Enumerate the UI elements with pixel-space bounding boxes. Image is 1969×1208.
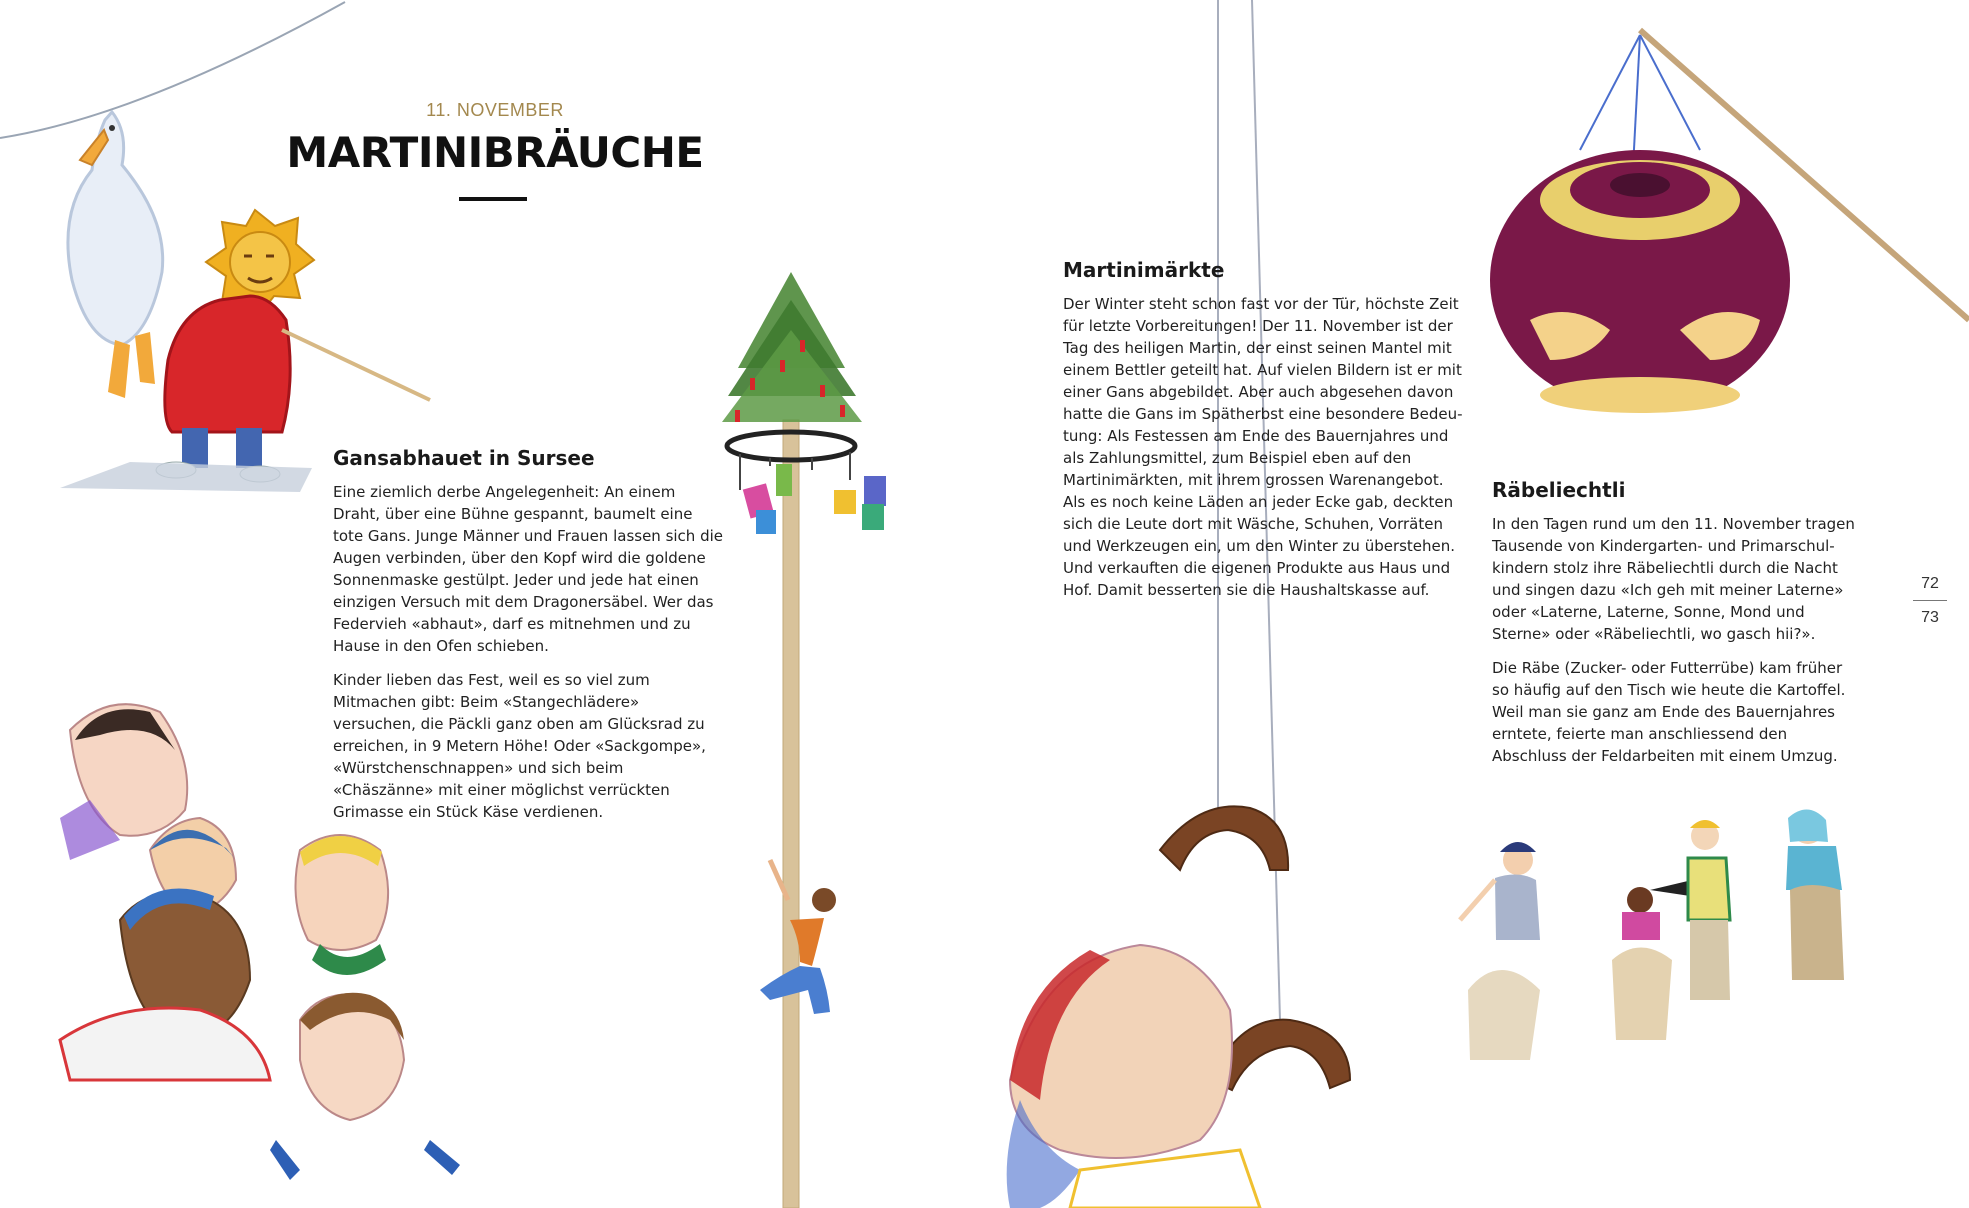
heading-martinimaerkte: Martinimärkte [1063,258,1225,282]
page-title: MARTINIBRÄUCHE [286,128,704,177]
page-number-right: 73 [1921,609,1939,626]
sack-race-illustration [1460,809,1844,1060]
text-martinimaerkte [1063,293,1468,613]
heading-raebeliechtli: Räbeliechtli [1492,478,1626,502]
paragraph: Eine ziemlich derbe Angelegenheit: An einem Draht, über eine Bühne gespannt, baumelt eine tote Gans. Junge Männer und Frauen lassen sich die Augen verbinden, über den Kopf wird die goldene Sonnenmaske gestülpt. Jeder und jede hat einen einzigen Versuch mit dem Dragonersäbel. Wer das Federvieh «abhaut», darf es mitnehmen und zu Hause in den Ofen schieben. [333,483,723,655]
page-numbers [1905,575,1955,627]
lantern-illustration [1490,30,1969,413]
text-gansabhauet [333,481,723,835]
paragraph: Kinder lieben das Fest, weil es so viel zum Mitmachen gibt: Beim «Stangechlädere» versuchen, die Päckli ganz oben am Glücksrad zu erreichen, in 9 Metern Höhe! Oder «Sackgompe», «Würstchenschnappen» und sich beim «Chäszänne» mit einer möglichst verrückten Grimasse ein Stück Käse verdienen. [333,671,706,821]
climbing-pole-illustration [722,272,886,1208]
heading-gansabhauet: Gansabhauet in Sursee [333,446,595,470]
paragraph: Die Räbe (Zucker- oder Futterrübe) kam früher so häufig auf den Tisch wie heute die Kartoffel. Weil man sie ganz am Ende des Bauernjahres erntete, feierte man anschliessend den Abschluss der Feldarbeiten mit einem Umzug. [1492,659,1846,765]
text-raebeliechtli [1492,513,1857,779]
wire [0,2,345,138]
page-number-divider [1913,600,1947,601]
date-kicker: 11. NOVEMBER [426,100,564,120]
goose-illustration [68,112,163,398]
title-underline [459,197,527,201]
page-number-left: 72 [1921,575,1939,592]
paragraph: In den Tagen rund um den 11. November tragen Tausende von Kindergarten- und Primarschulkindern stolz ihre Räbeliechtli durch die Nacht und singen dazu «Ich geh mit meiner Laterne» oder «Laterne, Laterne, Sonne, Mond und Sterne» oder «Räbeliechtli, wo gasch hii?». [1492,515,1855,643]
paragraph: Der Winter steht schon fast vor der Tür, höchste Zeit für letzte Vorbereitungen! Der 11. November ist der Tag des heiligen Martin, der einst seinen Mantel mit einem Bettler geteilt hat. Auf vielen Bildern ist er mit einer Gans abgebildet. Aber auch abgesehen davon hatte die Gans im Spätherbst eine besondere Bedeutung: Als Festessen am Ende des Bauernjahres und als Zahlungsmittel, zum Beispiel eben auf den Martinimärkten, mit ihrem grossen Warenangebot. Als es noch keine Läden an jeder Ecke gab, deckten sich die Leute dort mit Wäsche, Schuhen, Vorräten und Werkzeugen ein, um den Winter zu überstehen. Und verkauften die eigenen Produkte aus Haus und Hof. Damit besserten sie die Haushaltskasse auf. [1063,295,1463,599]
